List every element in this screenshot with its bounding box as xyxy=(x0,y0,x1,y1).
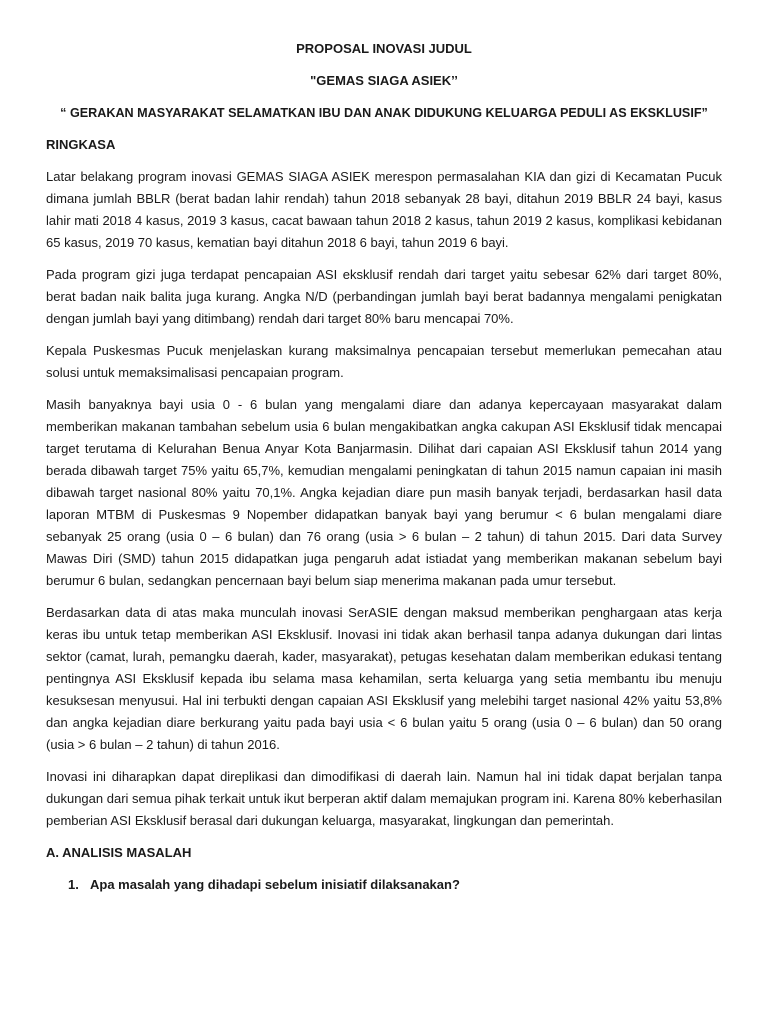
paragraph-nutrition: Pada program gizi juga terdapat pencapaian ASI eksklusif rendah dari target yaitu sebesar 62% dari target 80%, berat badan naik balita juga kurang. Angka N/D (perbandingan jumlah bayi berat badannya mengalami penigkatan dengan jumlah bayi yang ditimbang) rendah dari target 80% baru mencapai 70%. xyxy=(46,267,722,326)
document-subtitle: "GEMAS SIAGA ASIEK’’ xyxy=(310,73,458,88)
section-a-heading: A. ANALISIS MASALAH xyxy=(46,845,192,860)
question-text: Apa masalah yang dihadapi sebelum inisiatif dilaksanakan? xyxy=(90,877,460,892)
document-tagline: “ GERAKAN MASYARAKAT SELAMATKAN IBU DAN ANAK DIDUKUNG KELUARGA PEDULI AS EKSKLUSIF” xyxy=(60,106,708,120)
question-item xyxy=(68,874,722,896)
paragraph-head-statement: Kepala Puskesmas Pucuk menjelaskan kurang maksimalnya pencapaian tersebut memerlukan pemecahan atau solusi untuk memaksimalisasi pencapaian program. xyxy=(46,343,722,380)
paragraph-serasie: Berdasarkan data di atas maka munculah inovasi SerASIE dengan maksud memberikan penghargaan atas kerja keras ibu untuk tetap memberikan ASI Eksklusif. Inovasi ini tidak akan berhasil tanpa adanya dukungan dari lintas sektor (camat, lurah, pemangku daerah, kader, masyarakat), petugas kesehatan dalam memberikan edukasi tentang pentingnya ASI Eksklusif kepada ibu selama masa kehamilan, serta keluarga yang setia membantu ibu menuju kesuksesan menyusui. Hal ini terbukti dengan capaian ASI Eksklusif yang melebihi target nasional 42% yaitu 53,8% dan angka kejadian diare berkurang yaitu pada bayi usia < 6 bulan yaitu 5 orang (usia 0 – 6 bulan) dan 50 orang (usia > 6 bulan – 2 tahun) di tahun 2016. xyxy=(46,605,722,752)
paragraph-replication: Inovasi ini diharapkan dapat direplikasi dan dimodifikasi di daerah lain. Namun hal ini tidak dapat berjalan tanpa dukungan dari semua pihak terkait untuk ikut berperan aktif dalam memajukan program ini. Karena 80% keberhasilan pemberian ASI Eksklusif berasal dari dukungan keluarga, masyarakat, lingkungan dan pemerintah. xyxy=(46,769,722,828)
question-number: 1. xyxy=(68,877,79,892)
document-page xyxy=(46,38,722,896)
paragraph-diarrhea: Masih banyaknya bayi usia 0 - 6 bulan yang mengalami diare dan adanya kepercayaan masyarakat dalam memberikan makanan tambahan sebelum usia 6 bulan mengakibatkan angka cakupan ASI Eksklusif tidak mencapai target terutama di Kelurahan Benua Anyar Kota Banjarmasin. Dilihat dari capaian ASI Eksklusif tahun 2014 yang berada dibawah target 75% yaitu 65,7%, kemudian mengalami peningkatan di tahun 2015 namun capaian ini masih dibawah target nasional 80% yaitu 70,1%. Angka kejadian diare pun masih banyak terjadi, berdasarkan hasil data laporan MTBM di Puskesmas 9 Nopember didapatkan banyak bayi yang berumur < 6 bulan mengalami diare sebanyak 25 orang (usia 0 – 6 bulan) dan 76 orang (usia > 6 bulan – 2 tahun) di tahun 2015. Dari data Survey Mawas Diri (SMD) tahun 2015 didapatkan juga pengaruh adat istiadat yang memberikan makanan sebelum bayi berumur 6 bulan, sedangkan pencernaan bayi belum siap menerima makanan pada umur tersebut. xyxy=(46,397,722,588)
paragraph-background: Latar belakang program inovasi GEMAS SIAGA ASIEK merespon permasalahan KIA dan gizi di Kecamatan Pucuk dimana jumlah BBLR (berat badan lahir rendah) tahun 2018 sebanyak 28 bayi, ditahun 2019 BBLR 24 bayi, kasus lahir mati 2018 4 kasus, 2019 3 kasus, cacat bawaan tahun 2018 2 kasus, tahun 2019 2 kasus, komplikasi kebidanan 65 kasus, 2019 70 kasus, kematian bayi ditahun 2018 6 bayi, tahun 2019 6 bayi. xyxy=(46,169,722,250)
summary-heading: RINGKASA xyxy=(46,137,116,152)
document-title: PROPOSAL INOVASI JUDUL xyxy=(296,41,472,56)
